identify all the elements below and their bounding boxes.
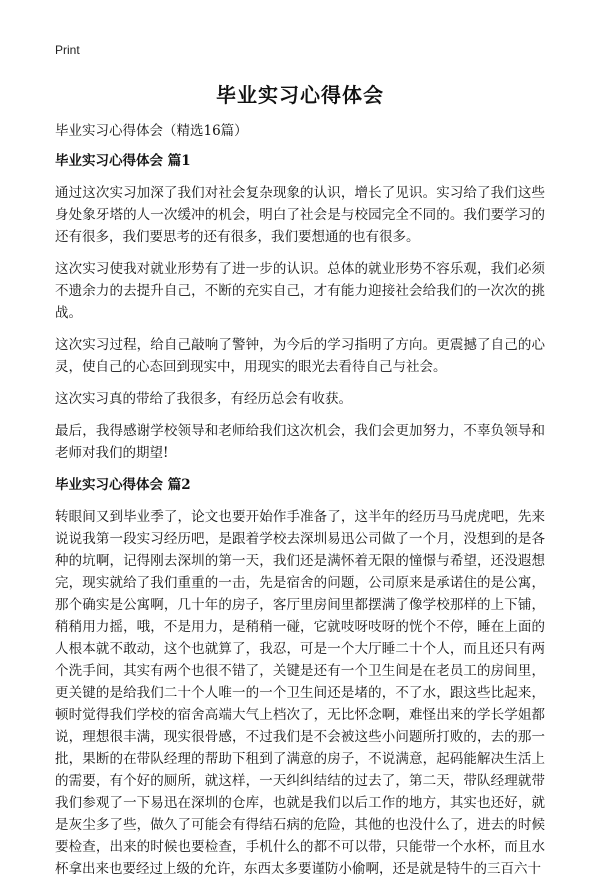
document-body (55, 120, 545, 890)
page-title: 毕业实习心得体会 (216, 83, 384, 107)
section-heading: 毕业实习心得体会 篇2 (55, 477, 191, 493)
print-link[interactable]: Print (55, 43, 80, 57)
paragraph: 这次实习真的带给了我很多，有经历总会有收获。 (55, 391, 352, 407)
paragraph: 这次实习使我对就业形势有了进一步的认识。总体的就业形势不容乐观，我们必须不遗余力的去提升自己，不断的充实自己，才有能力迎接社会给我们的一次次的挑战。 (55, 261, 545, 321)
paragraph: 通过这次实习加深了我们对社会复杂现象的认识，增长了见识。实习给了我们这些身处象牙塔的人一次缓冲的机会，明白了社会是与校园完全不同的。我们要学习的还有很多，我们要思考的还有很多，我们要想通的也有很多。 (55, 185, 545, 245)
paragraph: 最后，我得感谢学校领导和老师给我们这次机会，我们会更加努力，不辜负领导和老师对我们的期望! (55, 423, 545, 461)
section-2 (55, 474, 545, 880)
section-heading: 毕业实习心得体会 篇1 (55, 153, 191, 169)
paragraph: 转眼间又到毕业季了，论文也要开始作手准备了，这半年的经历马马虎虎吧，先来说说我第一段实习经历吧，是跟着学校去深圳易迅公司做了一个月，没想到的是各种的坑啊，记得刚去深圳的第一天，我们还是满怀着无限的憧憬与希望，还没遐想完，现实就给了我们重重的一击，先是宿舍的问题，公司原来是承诺住的是公寓，那个确实是公寓啊，几十年的房子，客厅里房间里都摆满了像学校那样的上下铺，稍稍用力摇，哦，不是用力，是稍稍一碰，它就吱呀吱呀的恍个不停，睡在上面的人根本就不敢动，这个也就算了，我忍，可是一个大厅睡二十个人，而且还只有两个洗手间，其实有两个也很不错了，关键是还有一个卫生间是在老员工的房间里，更关键的是给我们二十个人唯一的一个卫生间还是堵的，不了水，跟这些比起来，顿时觉得我们学校的宿舍高端大气上档次了，无比怀念啊，难怪出来的学长学姐都说，理想很丰满，现实很骨感，不过我们是不会被这些小问题所打败的，去的那一批，果断的在带队经理的帮助下租到了满意的房子，不说满意，起码能解决生活上的需要，有个好的厕所，就这样，一天纠纠结结的过去了，第二天，带队经理就带我们参观了一下易迅在深圳的仓库，也就是我们以后工作的地方，其实也还好，就是灰尘多了些，做久了可能会有得结石病的危险，其他的也没什么了，进去的时候要检查，出来的时候也要检查，手机什么的都不可以带，只能带一个水杯，而且水杯拿出来也要经过上级的允许，东西太多要谨防小偷啊，还是就是特牛的三百六十 (55, 509, 545, 877)
section-1 (55, 150, 545, 464)
document-subtitle: 毕业实习心得体会（精选16篇） (55, 123, 248, 139)
paragraph: 这次实习过程，给自己敲响了警钟，为今后的学习指明了方向。更震撼了自己的心灵，使自己的心态回到现实中，用现实的眼光去看待自己与社会。 (55, 337, 545, 375)
